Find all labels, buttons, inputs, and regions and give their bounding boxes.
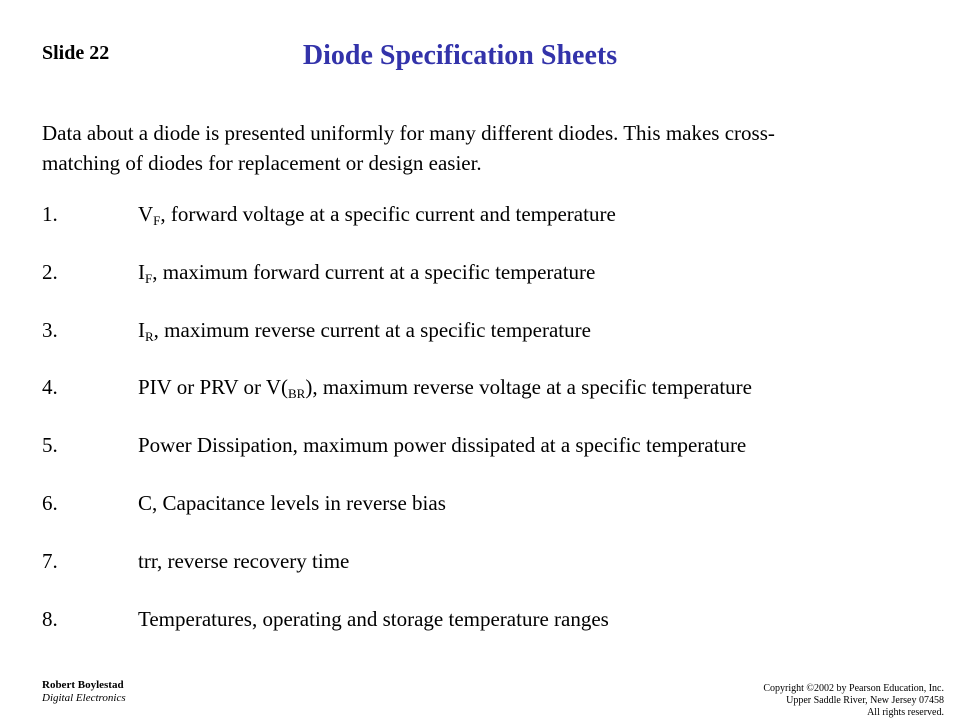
- copyright-line: Upper Saddle River, New Jersey 07458: [786, 695, 944, 706]
- item-text: C, Capacitance levels in reverse bias: [138, 490, 446, 515]
- footer-copyright: [644, 683, 944, 719]
- book-title: Digital Electronics: [42, 692, 126, 704]
- copyright-line: Copyright ©2002 by Pearson Education, Inc.: [763, 683, 944, 694]
- intro-line: Data about a diode is presented uniformly for many different diodes. This makes cross-: [42, 121, 775, 145]
- item-description: , maximum forward current at a specific temperature: [152, 259, 596, 284]
- item-description: , maximum reverse current at a specific temperature: [153, 317, 591, 342]
- item-symbol: I: [138, 259, 145, 284]
- item-number: 7.: [42, 548, 58, 573]
- item-text: [138, 375, 942, 400]
- list-item: [42, 375, 942, 433]
- list-item: [42, 433, 942, 491]
- item-text: [138, 202, 942, 227]
- item-number: 3.: [42, 317, 58, 342]
- item-symbol: V: [138, 202, 154, 226]
- item-text: [138, 318, 942, 343]
- item-subscript: F: [145, 270, 153, 286]
- slide-title: Diode Specification Sheets: [302, 40, 618, 71]
- item-number: 8.: [42, 606, 58, 631]
- list-item: [42, 318, 942, 376]
- item-number: 1.: [42, 202, 58, 226]
- item-number: 5.: [42, 433, 58, 458]
- footer-author: [42, 679, 126, 705]
- list-item: [42, 607, 942, 665]
- author-name: Robert Boylestad: [42, 679, 124, 691]
- item-subscript: BR: [288, 386, 306, 402]
- spec-list: [42, 202, 942, 664]
- item-subscript: F: [153, 213, 161, 228]
- item-number: 2.: [42, 259, 58, 284]
- item-text: trr, reverse recovery time: [138, 548, 350, 573]
- item-prefix: PIV or PRV or V(: [138, 375, 289, 400]
- item-description: , forward voltage at a specific current and temperature: [160, 202, 616, 226]
- copyright-line: All rights reserved.: [867, 707, 944, 718]
- item-text: Temperatures, operating and storage temperature ranges: [138, 606, 609, 631]
- intro-line: matching of diodes for replacement or design easier.: [42, 151, 482, 175]
- intro-paragraph: [42, 118, 922, 178]
- item-number: 6.: [42, 490, 58, 515]
- item-symbol: I: [138, 317, 145, 342]
- list-item: [42, 491, 942, 549]
- item-number: 4.: [42, 375, 58, 400]
- item-subscript: R: [145, 328, 154, 344]
- list-item: [42, 549, 942, 607]
- list-item: [42, 202, 942, 260]
- item-text: [138, 260, 942, 285]
- item-description: ), maximum reverse voltage at a specific temperature: [305, 375, 752, 400]
- slide-number: Slide 22: [42, 42, 110, 64]
- item-text: Power Dissipation, maximum power dissipated at a specific temperature: [138, 433, 747, 458]
- list-item: [42, 260, 942, 318]
